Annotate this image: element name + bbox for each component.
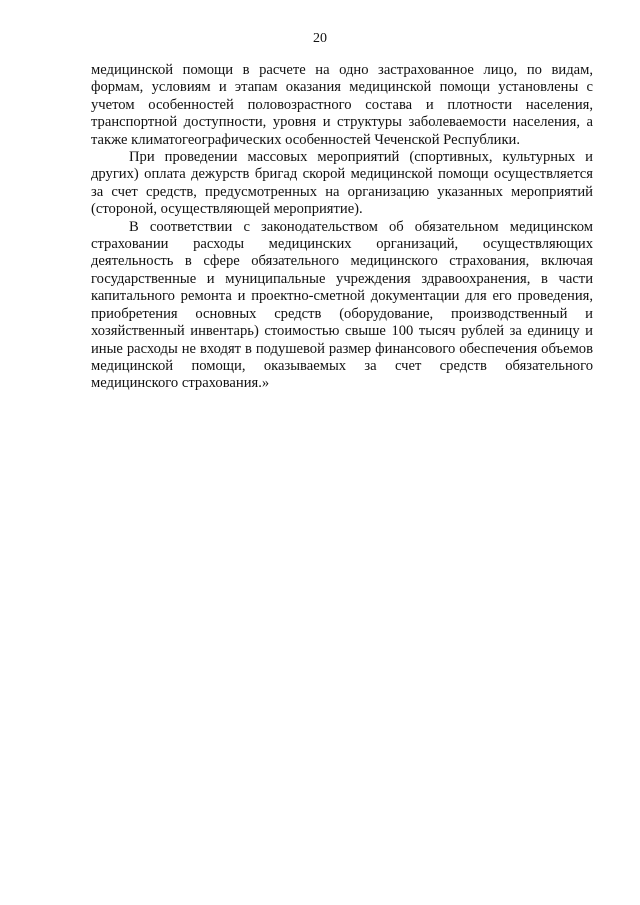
paragraph-insurance-expenses: В соответствии с законодательством об обязательном медицинском страховании расходы медицинских организаций, осуществляющих деятельность в сфере обязательного медицинского страхования, включая государственные и муниципальные учреждения здравоохранения, в части капитального ремонта и проектно-сметной документации для его проведения, приобретения основных средств (оборудование, производственный и хозяйственный инвентарь) стоимостью свыше 100 тысяч рублей за единицу и иные расходы не входят в подушевой размер финансового обеспечения объемов медицинской помощи, оказываемых за счет средств обязательного медицинского страхования.» xyxy=(91,218,593,392)
page-number: 20 xyxy=(313,31,327,46)
document-body xyxy=(91,62,593,393)
paragraph-mass-events: При проведении массовых мероприятий (спортивных, культурных и других) оплата дежурств бригад скорой медицинской помощи осуществляется за счет средств, предусмотренных на организацию указанных мероприятий (стороной, осуществляющей мероприятие). xyxy=(91,149,593,218)
paragraph-continuation: медицинской помощи в расчете на одно застрахованное лицо, по видам, формам, условиям и этапам оказания медицинской помощи установлены с учетом особенностей половозрастного состава и плотности населения, транспортной доступности, уровня и структуры заболеваемости населения, а также климатогеографических особенностей Чеченской Республики. xyxy=(91,62,593,148)
